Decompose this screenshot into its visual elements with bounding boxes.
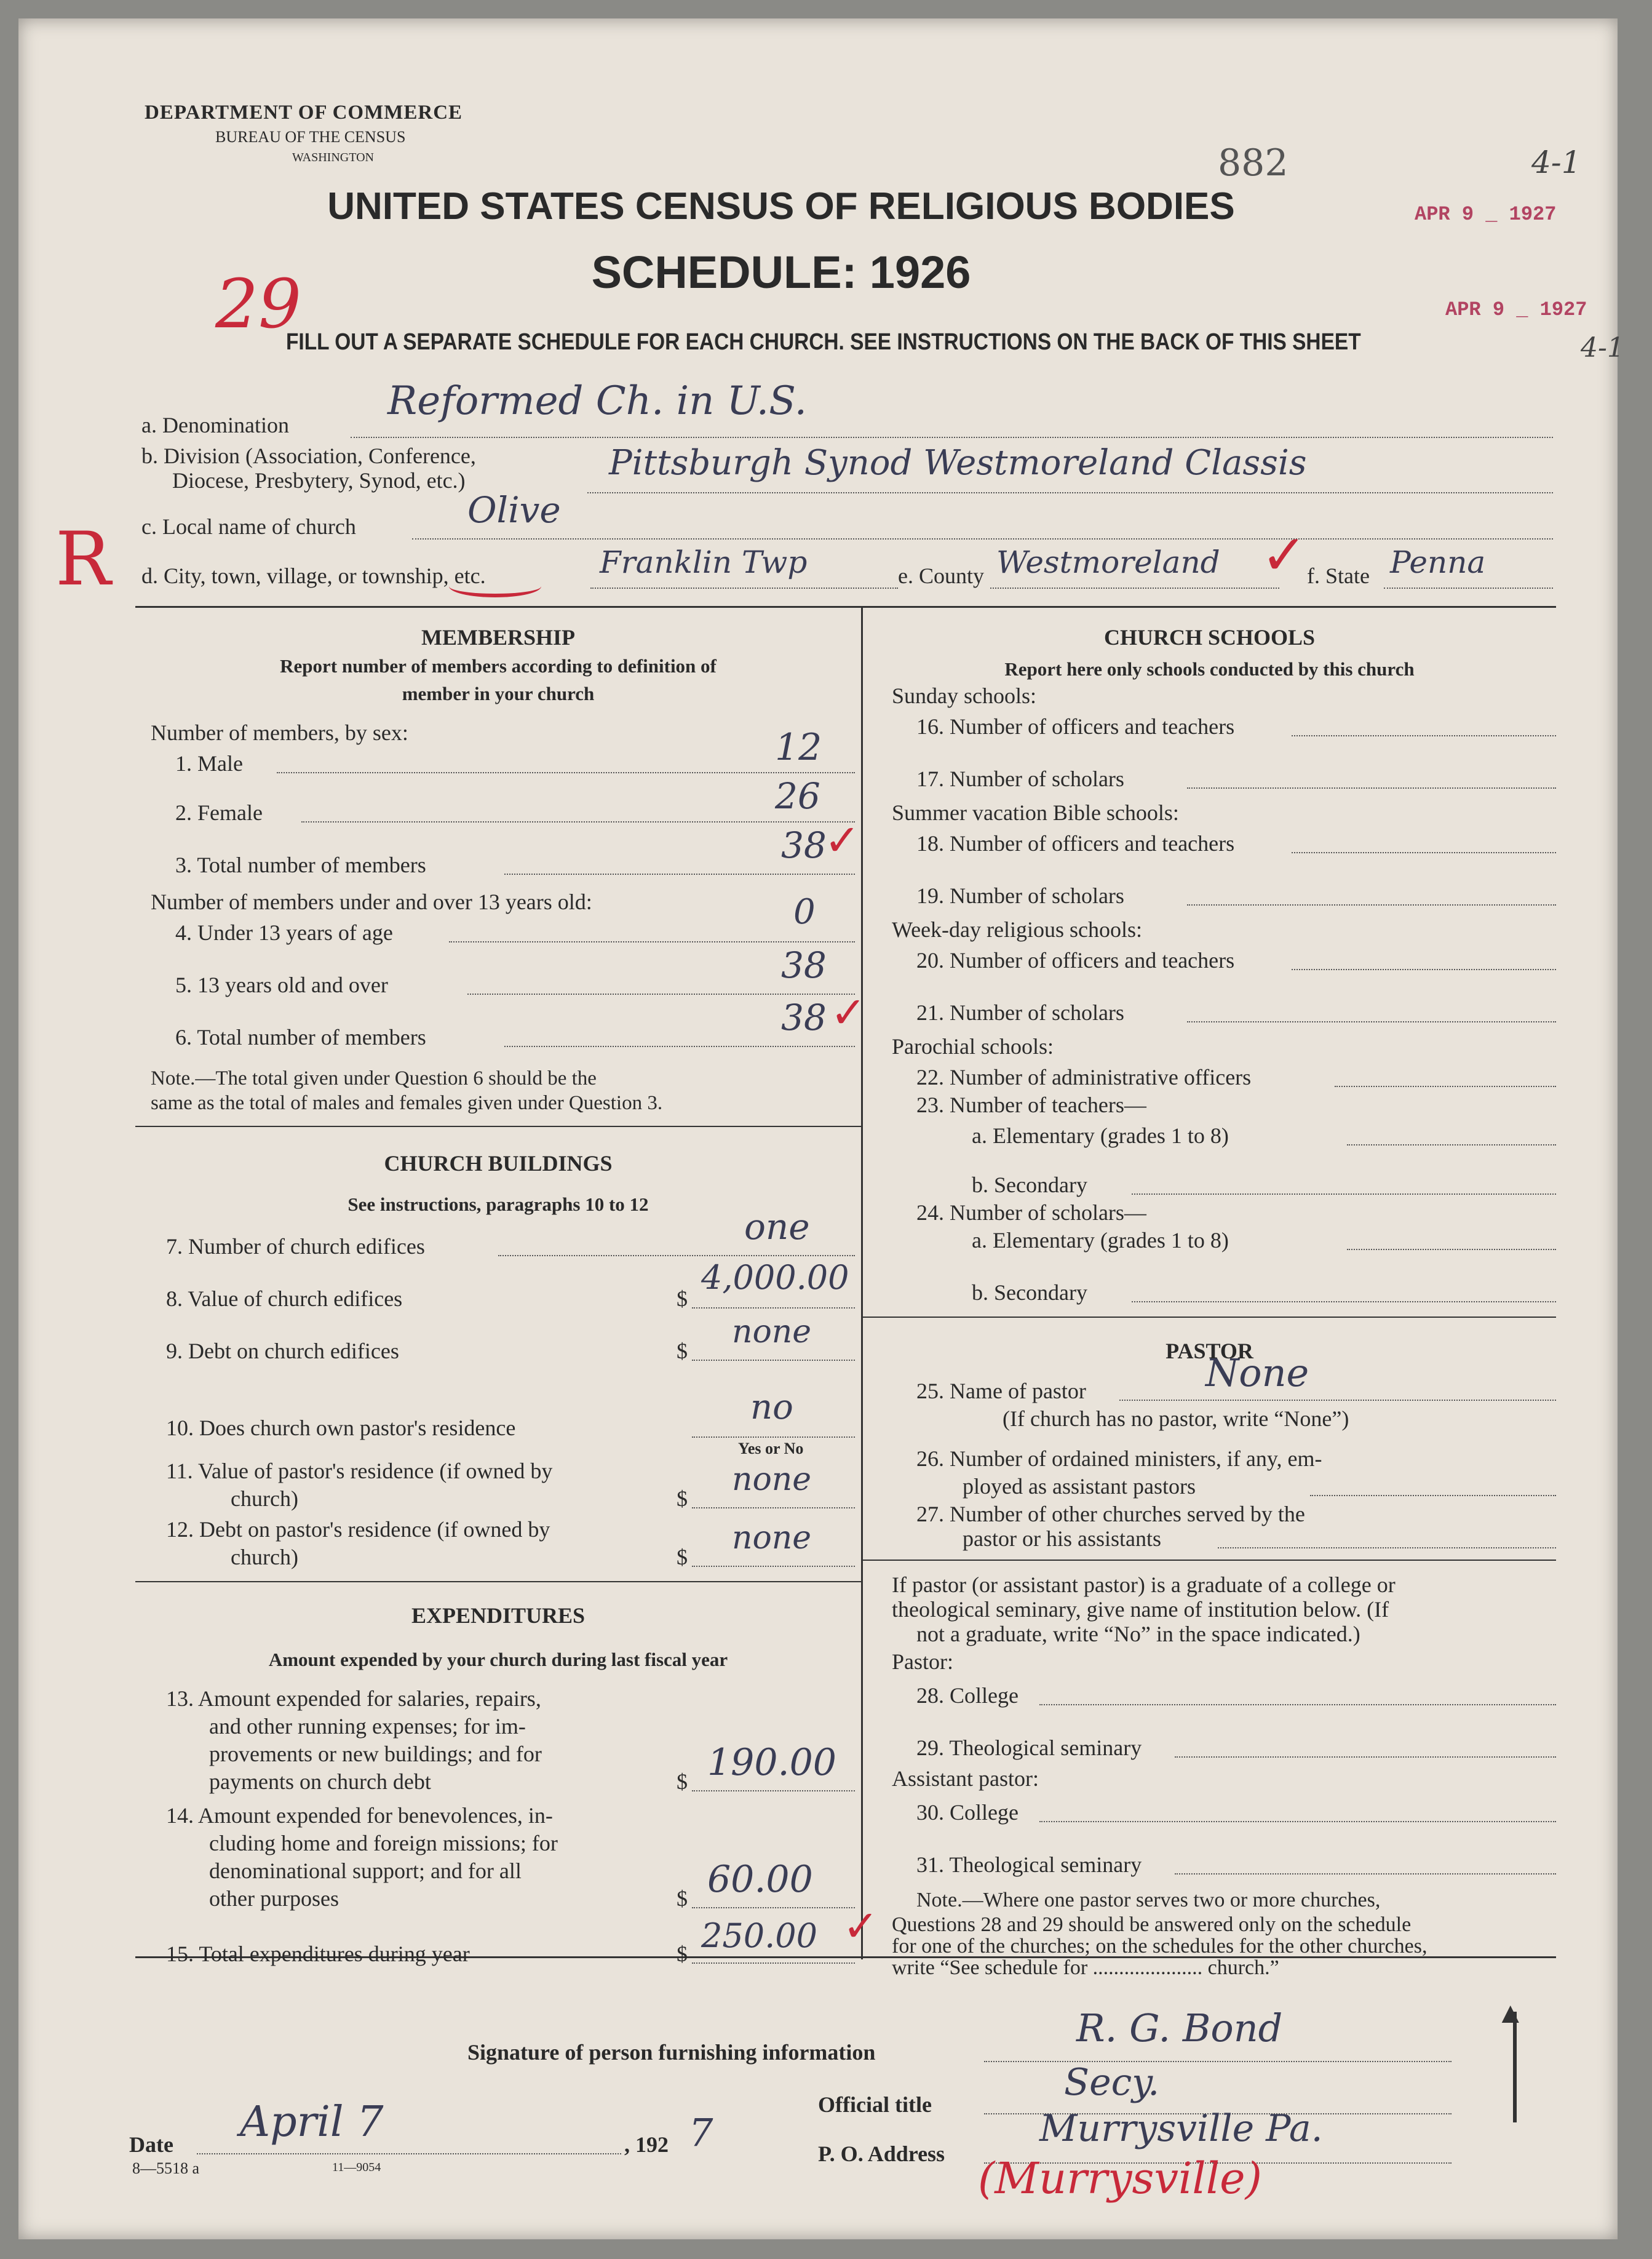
date-label: Date bbox=[129, 2132, 173, 2157]
column-divider bbox=[861, 606, 863, 1959]
q23a-line bbox=[1347, 1144, 1556, 1145]
division-line bbox=[587, 492, 1553, 493]
q11-label-2: church) bbox=[231, 1486, 298, 1511]
q12-dollar: $ bbox=[677, 1545, 688, 1569]
q19-label: 19. Number of scholars bbox=[916, 883, 1124, 908]
q24-label: 24. Number of scholars— bbox=[916, 1200, 1146, 1225]
q12-value: none bbox=[732, 1520, 812, 1556]
corner-mark: 4-1 bbox=[1531, 145, 1581, 180]
q25-label: 25. Name of pastor bbox=[916, 1379, 1086, 1403]
top-rule bbox=[135, 606, 1556, 608]
q6-total-value: 38 bbox=[781, 997, 827, 1038]
q30-line bbox=[1039, 1821, 1556, 1822]
form-instruction: FILL OUT A SEPARATE SCHEDULE FOR EACH CHURCH. SEE INSTRUCTIONS ON THE BACK OF THIS SHEET bbox=[286, 329, 1361, 355]
pastor-subheading: Pastor: bbox=[892, 1649, 954, 1674]
q13-label-4: payments on church debt bbox=[209, 1769, 431, 1794]
q11-dollar: $ bbox=[677, 1486, 688, 1511]
q26-line bbox=[1310, 1495, 1556, 1496]
q5-over-13-value: 38 bbox=[781, 944, 827, 986]
form-title: UNITED STATES CENSUS OF RELIGIOUS BODIES bbox=[327, 185, 1235, 228]
q9-dollar: $ bbox=[677, 1339, 688, 1363]
church-name-value: Olive bbox=[467, 489, 561, 531]
graduate-instruction-1: If pastor (or assistant pastor) is a graduate of a college or bbox=[892, 1572, 1396, 1597]
q27-line bbox=[1218, 1547, 1556, 1548]
q24a-line bbox=[1347, 1249, 1556, 1250]
schools-heading: CHURCH SCHOOLS bbox=[1103, 625, 1316, 650]
q14-label-4: other purposes bbox=[209, 1886, 339, 1911]
q18-label: 18. Number of officers and teachers bbox=[916, 831, 1235, 856]
q23b-line bbox=[1132, 1193, 1556, 1195]
weekday-schools-label: Week-day religious schools: bbox=[892, 917, 1143, 942]
q3-total-value: 38 bbox=[781, 824, 827, 866]
year-value: 7 bbox=[689, 2110, 713, 2155]
denomination-line bbox=[351, 437, 1553, 438]
q26-label-2: ployed as assistant pastors bbox=[963, 1474, 1196, 1499]
q31-label: 31. Theological seminary bbox=[916, 1852, 1142, 1877]
pastor-note-1: Note.—Where one pastor serves two or more churches, bbox=[916, 1889, 1381, 1911]
red-check-mark: ✓ bbox=[1261, 525, 1308, 586]
county-line bbox=[990, 588, 1279, 589]
q7-value: one bbox=[744, 1206, 810, 1248]
official-title-value: Secy. bbox=[1064, 2061, 1160, 2104]
received-stamp: APR 9 _ 1927 bbox=[1415, 203, 1557, 226]
signature-label: Signature of person furnishing information bbox=[467, 2040, 876, 2065]
q12-label-2: church) bbox=[231, 1545, 298, 1569]
q13-label-2: and other running expenses; for im- bbox=[209, 1714, 526, 1739]
corner-mark-2: 4-1 bbox=[1581, 332, 1624, 364]
q11-value: none bbox=[732, 1461, 812, 1498]
city-name: WASHINGTON bbox=[292, 151, 374, 164]
q4-under-13-label: 4. Under 13 years of age bbox=[175, 920, 393, 945]
q6-total-label: 6. Total number of members bbox=[175, 1025, 426, 1050]
q3-red-check: ✓ bbox=[824, 818, 860, 865]
q10-value: no bbox=[750, 1387, 793, 1427]
q27-label-2: pastor or his assistants bbox=[963, 1526, 1161, 1551]
q31-line bbox=[1175, 1873, 1556, 1875]
po-address-label: P. O. Address bbox=[818, 2141, 945, 2166]
q14-line bbox=[692, 1907, 855, 1908]
q1-male-label: 1. Male bbox=[175, 751, 243, 776]
q7-label: 7. Number of church edifices bbox=[166, 1234, 425, 1259]
q15-line bbox=[692, 1962, 855, 1964]
summer-schools-label: Summer vacation Bible schools: bbox=[892, 800, 1179, 825]
q15-label: 15. Total expenditures during year bbox=[166, 1942, 470, 1966]
received-stamp-2: APR 9 _ 1927 bbox=[1445, 298, 1587, 321]
print-number: 11—9054 bbox=[332, 2161, 381, 2174]
membership-note-1: Note.—The total given under Question 6 should be the bbox=[151, 1067, 597, 1090]
q13-line bbox=[692, 1790, 855, 1791]
q8-label: 8. Value of church edifices bbox=[166, 1286, 403, 1311]
q1-male-value: 12 bbox=[775, 726, 822, 769]
schedule-title: SCHEDULE: 1926 bbox=[591, 247, 971, 298]
q13-label-1: 13. Amount expended for salaries, repairs, bbox=[166, 1686, 541, 1711]
q24b-label: b. Secondary bbox=[972, 1280, 1087, 1305]
membership-intro-2: member in your church bbox=[402, 683, 595, 704]
q4-line bbox=[449, 941, 855, 942]
q15-value: 250.00 bbox=[701, 1916, 817, 1955]
members-by-age-label: Number of members under and over 13 years old: bbox=[151, 890, 592, 914]
pastor-note-2: Questions 28 and 29 should be answered only on the schedule bbox=[892, 1913, 1412, 1936]
q14-value: 60.00 bbox=[707, 1858, 813, 1901]
signature-line bbox=[984, 2061, 1451, 2062]
q13-label-3: provements or new buildings; and for bbox=[209, 1742, 542, 1766]
q14-label-3: denominational support; and for all bbox=[209, 1859, 522, 1883]
city-label: d. City, town, village, or township, etc. bbox=[141, 564, 486, 588]
q11-line bbox=[692, 1507, 855, 1508]
q8-line bbox=[692, 1307, 855, 1309]
q13-value: 190.00 bbox=[707, 1741, 836, 1784]
county-value: Westmoreland bbox=[996, 544, 1220, 580]
official-title-label: Official title bbox=[818, 2092, 932, 2117]
q11-label-1: 11. Value of pastor's residence (if owned by bbox=[166, 1459, 553, 1483]
church-name-line bbox=[412, 538, 1553, 540]
schools-intro: Report here only schools conducted by this church bbox=[1004, 658, 1415, 680]
q8-dollar: $ bbox=[677, 1286, 688, 1311]
date-line bbox=[197, 2153, 621, 2154]
q6-red-check: ✓ bbox=[830, 990, 867, 1037]
expenditures-heading: EXPENDITURES bbox=[411, 1603, 586, 1628]
city-value: Franklin Twp bbox=[600, 544, 808, 580]
q20-line bbox=[1292, 969, 1556, 970]
graduate-instruction-2: theological seminary, give name of institution below. (If bbox=[892, 1597, 1389, 1622]
q22-line bbox=[1335, 1086, 1556, 1087]
q30-label: 30. College bbox=[916, 1800, 1019, 1825]
q29-label: 29. Theological seminary bbox=[916, 1735, 1142, 1760]
q20-label: 20. Number of officers and teachers bbox=[916, 948, 1235, 973]
q5-over-13-label: 5. 13 years old and over bbox=[175, 973, 388, 997]
membership-note-2: same as the total of males and females given under Question 3. bbox=[151, 1092, 663, 1114]
q18-line bbox=[1292, 852, 1556, 853]
assistant-pastor-subheading: Assistant pastor: bbox=[892, 1766, 1039, 1791]
red-r-mark: R bbox=[55, 517, 111, 602]
q16-line bbox=[1292, 735, 1556, 736]
q9-line bbox=[692, 1360, 855, 1361]
denomination-label: a. Denomination bbox=[141, 413, 289, 437]
q9-label: 9. Debt on church edifices bbox=[166, 1339, 399, 1363]
year-prefix: , 192 bbox=[624, 2132, 669, 2157]
denomination-value: Reformed Ch. in U.S. bbox=[387, 378, 807, 424]
q26-label-1: 26. Number of ordained ministers, if any, em- bbox=[916, 1446, 1322, 1471]
po-address-value: Murrysville Pa. bbox=[1039, 2107, 1323, 2150]
buildings-intro: See instructions, paragraphs 10 to 12 bbox=[347, 1193, 649, 1215]
pastor-note-4: write “See schedule for ..................... church.” bbox=[892, 1956, 1279, 1979]
bureau-name: BUREAU OF THE CENSUS bbox=[215, 128, 406, 146]
red-po-correction: (Murrysville) bbox=[978, 2153, 1262, 2204]
expenditures-intro: Amount expended by your church during last fiscal year bbox=[268, 1649, 728, 1670]
q24a-label: a. Elementary (grades 1 to 8) bbox=[972, 1228, 1229, 1253]
q23-label: 23. Number of teachers— bbox=[916, 1093, 1146, 1117]
red-number: 29 bbox=[215, 265, 301, 343]
state-label: f. State bbox=[1307, 564, 1370, 588]
red-underline-mark bbox=[449, 575, 541, 597]
census-form-sheet bbox=[18, 18, 1624, 2239]
q3-total-label: 3. Total number of members bbox=[175, 853, 426, 877]
state-line bbox=[1384, 588, 1553, 589]
q1-line bbox=[277, 772, 855, 773]
church-name-label: c. Local name of church bbox=[141, 514, 356, 539]
q23a-label: a. Elementary (grades 1 to 8) bbox=[972, 1123, 1229, 1148]
q17-line bbox=[1187, 787, 1556, 789]
q12-label-1: 12. Debt on pastor's residence (if owned by bbox=[166, 1517, 550, 1542]
division-value: Pittsburgh Synod Westmoreland Classis bbox=[609, 443, 1307, 483]
parochial-schools-label: Parochial schools: bbox=[892, 1034, 1054, 1059]
q4-under-13-value: 0 bbox=[793, 892, 816, 932]
q17-label: 17. Number of scholars bbox=[916, 767, 1124, 791]
q2-female-value: 26 bbox=[775, 775, 820, 817]
schools-rule bbox=[863, 1317, 1556, 1318]
form-number: 8—5518 a bbox=[132, 2159, 200, 2177]
q13-dollar: $ bbox=[677, 1769, 688, 1794]
q10-line bbox=[692, 1436, 855, 1438]
membership-intro-1: Report number of members according to definition of bbox=[280, 655, 717, 677]
q14-label-1: 14. Amount expended for benevolences, in- bbox=[166, 1803, 553, 1828]
yes-no-hint: Yes or No bbox=[738, 1440, 804, 1457]
buildings-heading: CHURCH BUILDINGS bbox=[384, 1151, 613, 1176]
q21-line bbox=[1187, 1021, 1556, 1022]
membership-rule bbox=[135, 1126, 861, 1127]
q9-value: none bbox=[732, 1313, 812, 1350]
department-name: DEPARTMENT OF COMMERCE bbox=[145, 102, 463, 124]
q14-label-2: cluding home and foreign missions; for bbox=[209, 1831, 558, 1855]
q29-line bbox=[1175, 1756, 1556, 1758]
q2-line bbox=[301, 821, 855, 823]
q21-label: 21. Number of scholars bbox=[916, 1000, 1124, 1025]
q23b-label: b. Secondary bbox=[972, 1173, 1087, 1197]
q12-line bbox=[692, 1566, 855, 1567]
q15-dollar: $ bbox=[677, 1942, 688, 1966]
state-value: Penna bbox=[1390, 544, 1486, 580]
q14-dollar: $ bbox=[677, 1886, 688, 1911]
signature-value: R. G. Bond bbox=[1076, 2006, 1283, 2050]
q15-red-check: ✓ bbox=[843, 1903, 879, 1951]
buildings-rule bbox=[135, 1581, 861, 1582]
q7-line bbox=[498, 1255, 855, 1256]
q25-note: (If church has no pastor, write “None”) bbox=[1003, 1406, 1349, 1431]
q3-line bbox=[504, 874, 855, 875]
county-label: e. County bbox=[898, 564, 984, 588]
q24b-line bbox=[1132, 1301, 1556, 1302]
q19-line bbox=[1187, 904, 1556, 906]
q16-label: 16. Number of officers and teachers bbox=[916, 714, 1235, 739]
division-label-1: b. Division (Association, Conference, bbox=[141, 444, 476, 468]
q2-female-label: 2. Female bbox=[175, 800, 263, 825]
q6-line bbox=[504, 1046, 855, 1047]
pastor-note-3: for one of the churches; on the schedules for the other churches, bbox=[892, 1935, 1428, 1958]
q22-label: 22. Number of administrative officers bbox=[916, 1065, 1252, 1090]
number-stamp: 882 bbox=[1218, 141, 1289, 185]
q28-line bbox=[1039, 1704, 1556, 1705]
sunday-schools-label: Sunday schools: bbox=[892, 683, 1037, 708]
pastor-heading: PASTOR bbox=[1166, 1339, 1253, 1363]
date-value: April 7 bbox=[240, 2098, 384, 2146]
city-line bbox=[590, 588, 898, 589]
q10-label: 10. Does church own pastor's residence bbox=[166, 1416, 516, 1440]
graduate-instruction-3: not a graduate, write “No” in the space indicated.) bbox=[916, 1622, 1360, 1646]
arrow-up-icon: ▲ bbox=[1496, 1997, 1525, 2030]
members-by-sex-label: Number of members, by sex: bbox=[151, 720, 408, 745]
q27-label-1: 27. Number of other churches served by the bbox=[916, 1502, 1305, 1526]
q25-value: None bbox=[1205, 1350, 1309, 1395]
division-label-2: Diocese, Presbytery, Synod, etc.) bbox=[172, 468, 466, 493]
q8-value: 4,000.00 bbox=[701, 1258, 849, 1297]
membership-heading: MEMBERSHIP bbox=[421, 625, 575, 650]
q25-line bbox=[1119, 1400, 1556, 1401]
q5-line bbox=[467, 994, 855, 995]
q28-label: 28. College bbox=[916, 1683, 1019, 1708]
pastor-rule bbox=[863, 1560, 1556, 1561]
